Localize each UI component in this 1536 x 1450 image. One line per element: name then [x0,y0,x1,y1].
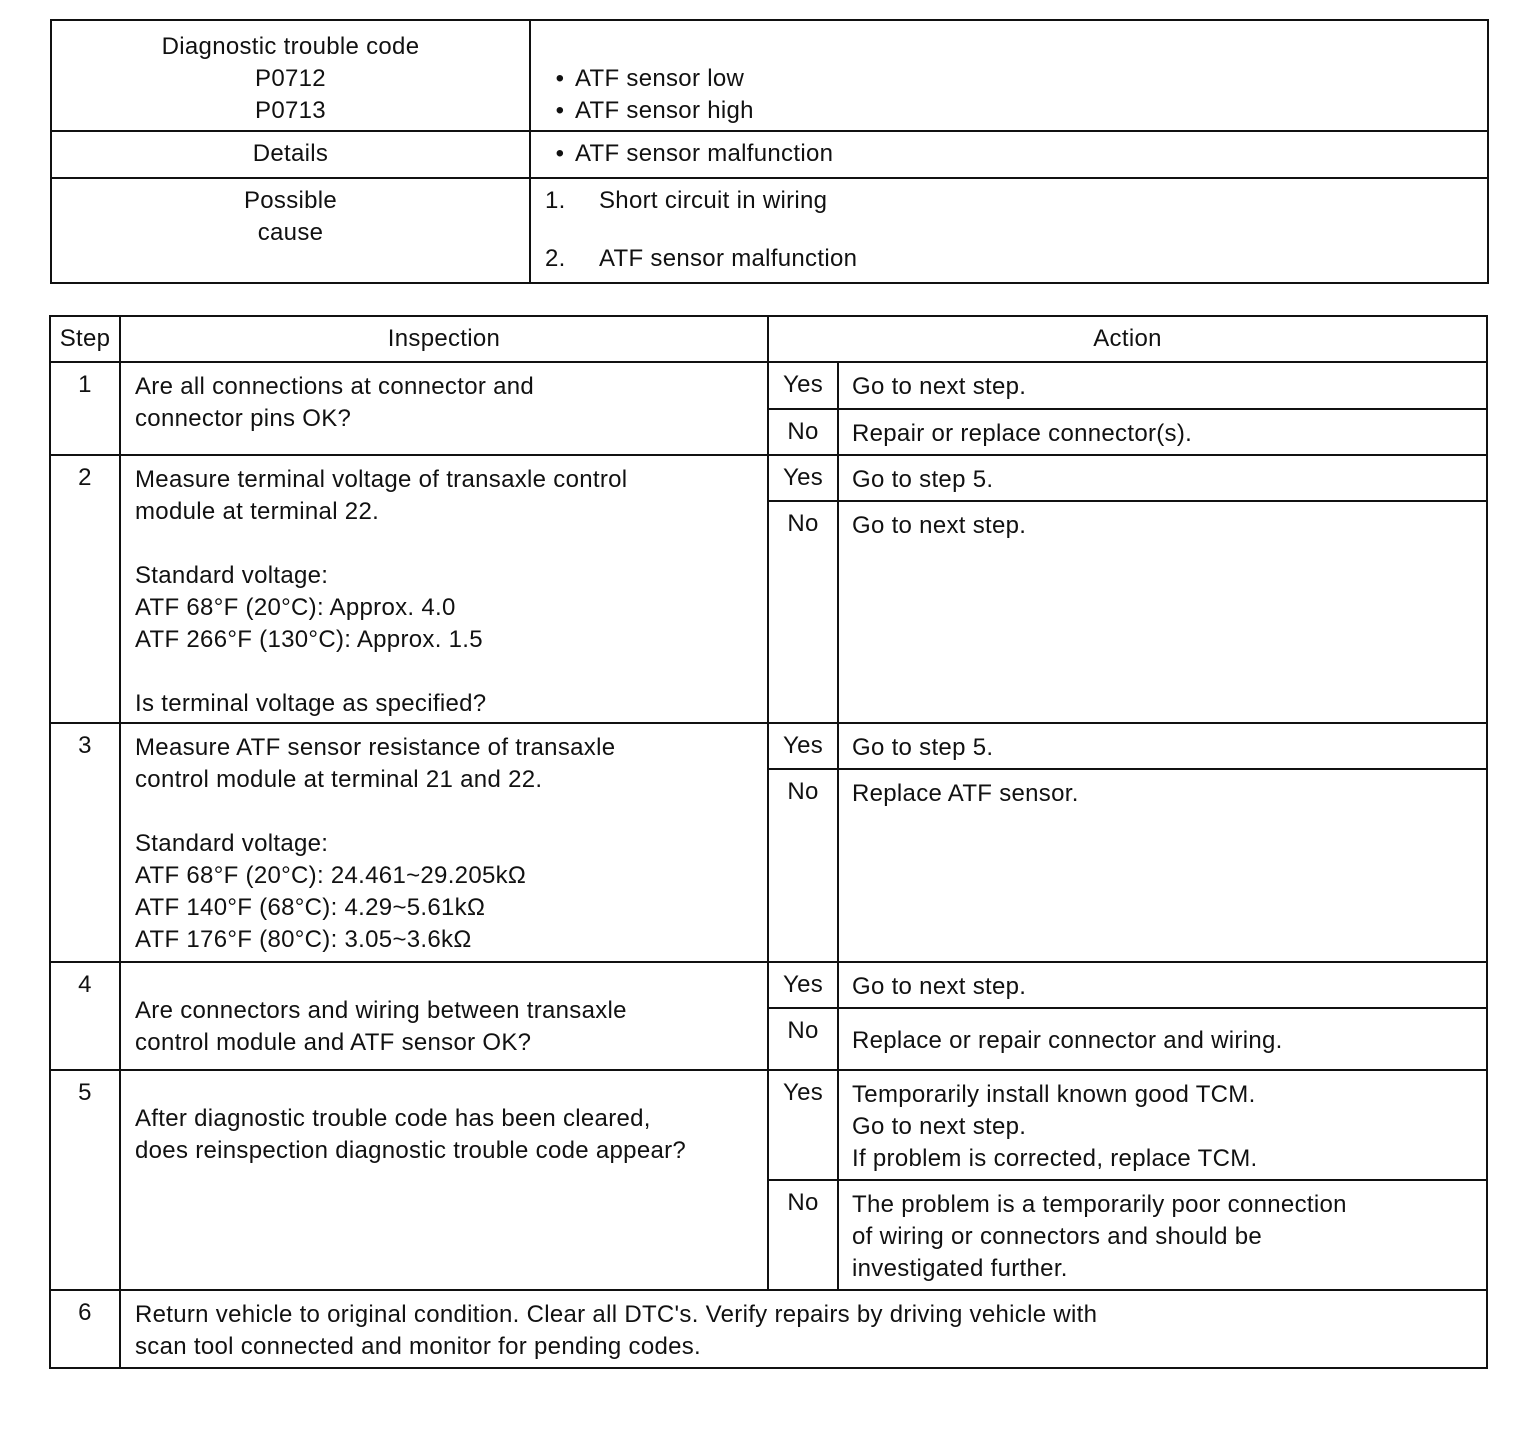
inspection-cell [120,962,768,1070]
dtc-values-cell [530,20,1488,131]
inspection-line: Are connectors and wiring between transaxle [135,997,627,1024]
step-number: 6 [50,1290,120,1368]
inspection-line: Measure terminal voltage of transaxle control [135,466,628,493]
inspection-header: Inspection [120,316,768,362]
cause-row [51,178,1488,283]
yes-action-cell [838,962,1487,1008]
header-row [50,316,1487,362]
bullet-icon: • [555,97,565,124]
action-line: Repair or replace connector(s). [852,420,1193,447]
step-number: 2 [50,455,120,723]
step-header: Step [50,316,120,362]
blank-line [135,528,761,560]
inspection-line: After diagnostic trouble code has been cleared, [135,1105,651,1132]
inspection-line: ATF 140°F (68°C): 4.29~5.61kΩ [135,894,486,921]
final-step-cell [120,1290,1487,1368]
inspection-line: ATF 266°F (130°C): Approx. 1.5 [135,626,483,653]
action-line: Go to next step. [852,973,1027,1000]
step-number: 4 [50,962,120,1070]
inspection-line: ATF 176°F (80°C): 3.05~3.6kΩ [135,926,472,953]
yes-action-cell [838,723,1487,769]
dtc-row [51,20,1488,131]
dtc-value-text: ATF sensor low [575,65,745,92]
action-line: Go to next step. [852,373,1027,400]
no-action-cell [838,1008,1487,1070]
step-number: 3 [50,723,120,962]
final-step-line: scan tool connected and monitor for pending codes. [135,1333,702,1360]
step-number: 5 [50,1070,120,1290]
dtc-value-item [545,63,1487,95]
action-line: The problem is a temporarily poor connection [852,1191,1347,1218]
no-label: No [768,1008,838,1070]
no-label: No [768,1180,838,1290]
yes-label: Yes [768,362,838,409]
step-number: 1 [50,362,120,455]
yes-label: Yes [768,723,838,769]
cause-text: ATF sensor malfunction [599,245,858,272]
inspection-line: control module at terminal 21 and 22. [135,766,543,793]
dtc-code: P0713 [255,97,326,124]
final-step-line: Return vehicle to original condition. Clear all DTC's. Verify repairs by driving vehicle with [135,1301,1098,1328]
inspection-line: Standard voltage: [135,830,329,857]
inspection-line: control module and ATF sensor OK? [135,1029,532,1056]
no-action-cell [838,1180,1487,1290]
yes-action-cell [838,362,1487,409]
yes-action-cell [838,1070,1487,1180]
dtc-value-item [545,95,1487,127]
no-label: No [768,409,838,455]
details-value-item [545,138,1487,170]
blank-line [135,796,761,828]
details-value-text: ATF sensor malfunction [575,140,834,167]
cause-label: Possible [243,187,338,214]
action-line: Go to next step. [852,1113,1027,1140]
details-label-cell [51,131,530,178]
action-line: Temporarily install known good TCM. [852,1081,1256,1108]
inspection-line: connector pins OK? [135,405,352,432]
cause-number: 2. [545,245,566,272]
inspection-line: Are all connections at connector and [135,373,535,400]
action-line: If problem is corrected, replace TCM. [852,1145,1258,1172]
cause-text: Short circuit in wiring [599,187,828,214]
step-row-3 [50,723,1487,769]
inspection-line: Is terminal voltage as specified? [135,690,487,717]
no-label: No [768,501,838,723]
action-line: Go to step 5. [852,466,994,493]
dtc-info-table [50,19,1489,284]
action-line: Go to step 5. [852,734,994,761]
cause-item [545,185,1487,217]
bullet-icon: • [555,65,565,92]
action-line: Go to next step. [852,512,1027,539]
details-row [51,131,1488,178]
inspection-cell [120,723,768,962]
yes-label: Yes [768,1070,838,1180]
step-row-1 [50,362,1487,409]
dtc-label-title: Diagnostic trouble code [161,33,420,60]
no-action-cell [838,409,1487,455]
details-values-cell [530,131,1488,178]
cause-item [545,243,1487,275]
inspection-cell [120,1070,768,1290]
dtc-code: P0712 [255,65,326,92]
inspection-line: does reinspection diagnostic trouble code appear? [135,1137,687,1164]
cause-number: 1. [545,187,566,214]
cause-label-cell [51,178,530,283]
no-action-cell [838,769,1487,962]
bullet-icon: • [555,140,565,167]
yes-label: Yes [768,962,838,1008]
action-header: Action [768,316,1487,362]
dtc-value-text: ATF sensor high [575,97,754,124]
step-row-5 [50,1070,1487,1180]
inspection-line: Standard voltage: [135,562,329,589]
inspection-line: Measure ATF sensor resistance of transaxle [135,734,616,761]
inspection-line: ATF 68°F (20°C): Approx. 4.0 [135,594,456,621]
no-label: No [768,769,838,962]
yes-label: Yes [768,455,838,501]
action-line: Replace or repair connector and wiring. [852,1027,1283,1054]
inspection-line: module at terminal 22. [135,498,380,525]
action-line: of wiring or connectors and should be [852,1223,1263,1250]
details-label: Details [252,140,329,167]
cause-label: cause [257,219,324,246]
diagnostic-steps-table [49,315,1488,1369]
action-line: Replace ATF sensor. [852,780,1079,807]
step-row-4 [50,962,1487,1008]
no-action-cell [838,501,1487,723]
inspection-cell [120,362,768,455]
inspection-line: ATF 68°F (20°C): 24.461~29.205kΩ [135,862,527,889]
yes-action-cell [838,455,1487,501]
action-line: investigated further. [852,1255,1068,1282]
cause-values-cell [530,178,1488,283]
step-row-6 [50,1290,1487,1368]
inspection-cell [120,455,768,723]
blank-line [135,656,761,688]
step-row-2 [50,455,1487,501]
dtc-label-cell [51,20,530,131]
